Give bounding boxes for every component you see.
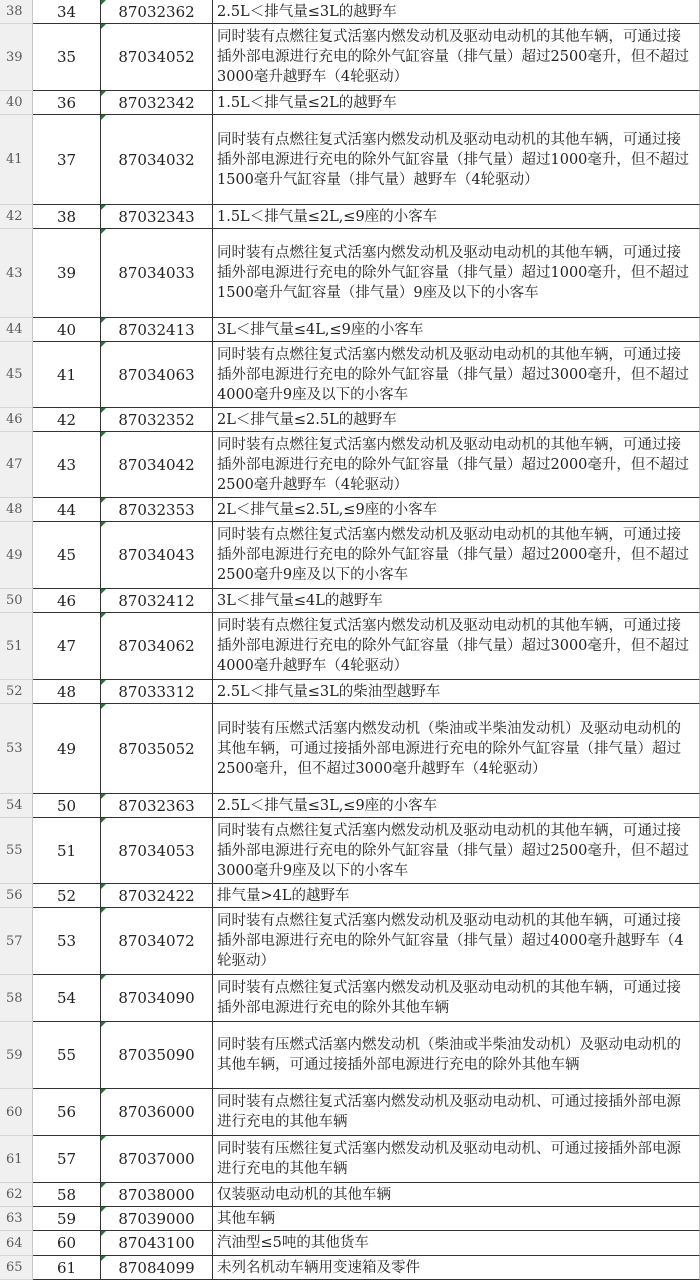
description-cell[interactable] xyxy=(213,205,700,229)
table-row xyxy=(0,342,700,408)
seq-cell[interactable]: 50 xyxy=(33,794,101,818)
row-header[interactable]: 41 xyxy=(0,115,33,205)
seq-cell[interactable]: 41 xyxy=(33,342,101,408)
seq-cell[interactable]: 46 xyxy=(33,589,101,613)
table-row xyxy=(0,0,700,24)
seq-cell[interactable]: 43 xyxy=(33,432,101,498)
seq-cell[interactable]: 40 xyxy=(33,318,101,342)
description-cell[interactable] xyxy=(213,408,700,432)
seq-cell[interactable]: 48 xyxy=(33,680,101,704)
description-text: 同时装有点燃往复式活塞内燃发动机及驱动电动机的其他车辆，可通过接插外部电源进行充电的除外气缸容量（排气量）超过1000毫升，但不超过1500毫升气缸容量（排气量）9座及以下的小客车 xyxy=(217,245,689,301)
table-row xyxy=(0,680,700,704)
row-header[interactable]: 49 xyxy=(0,522,33,589)
row-header[interactable]: 47 xyxy=(0,432,33,498)
description-text: 2.5L＜排气量≤3L,≤9座的小客车 xyxy=(217,797,438,814)
table-row xyxy=(0,589,700,613)
hs-code-cell[interactable]: 87034033 xyxy=(101,229,213,318)
table-row xyxy=(0,408,700,432)
description-text: 同时装有点燃往复式活塞内燃发动机及驱动电动机、可通过接插外部电源进行充电的其他车辆 xyxy=(217,1094,681,1130)
seq-cell[interactable]: 58 xyxy=(33,1183,101,1207)
row-header[interactable]: 55 xyxy=(0,818,33,884)
hs-code-cell[interactable]: 87036000 xyxy=(101,1089,213,1136)
table-row xyxy=(0,1256,700,1280)
seq-cell[interactable]: 34 xyxy=(33,0,101,24)
table-row xyxy=(0,884,700,908)
seq-cell[interactable]: 44 xyxy=(33,498,101,522)
row-header[interactable]: 50 xyxy=(0,589,33,613)
table-row xyxy=(0,908,700,975)
description-cell[interactable] xyxy=(213,818,700,884)
hs-code-cell[interactable]: 87084099 xyxy=(101,1256,213,1280)
hs-code-cell[interactable]: 87039000 xyxy=(101,1207,213,1231)
hs-code-cell[interactable]: 87034052 xyxy=(101,24,213,91)
hs-code-cell[interactable]: 87034062 xyxy=(101,613,213,680)
description-text: 2.5L＜排气量≤3L的越野车 xyxy=(217,3,397,20)
description-cell[interactable] xyxy=(213,1183,700,1207)
hs-code-cell[interactable]: 87032363 xyxy=(101,794,213,818)
row-header[interactable]: 40 xyxy=(0,91,33,115)
description-text: 1.5L＜排气量≤2L的越野车 xyxy=(217,94,397,111)
description-cell[interactable] xyxy=(213,680,700,704)
table-row xyxy=(0,704,700,794)
row-header[interactable]: 63 xyxy=(0,1207,33,1231)
hs-code-cell[interactable]: 87032362 xyxy=(101,0,213,24)
description-cell[interactable] xyxy=(213,498,700,522)
hs-code-cell[interactable]: 87032342 xyxy=(101,91,213,115)
seq-cell[interactable]: 47 xyxy=(33,613,101,680)
description-text: 2L＜排气量≤2.5L,≤9座的小客车 xyxy=(217,501,438,518)
seq-cell[interactable]: 38 xyxy=(33,205,101,229)
description-cell[interactable] xyxy=(213,229,700,318)
seq-cell[interactable]: 54 xyxy=(33,975,101,1022)
table-row xyxy=(0,1089,700,1136)
seq-cell[interactable]: 60 xyxy=(33,1231,101,1256)
description-cell[interactable] xyxy=(213,613,700,680)
description-text: 3L＜排气量≤4L的越野车 xyxy=(217,592,383,609)
description-text: 同时装有点燃往复式活塞内燃发动机及驱动电动机的其他车辆，可通过接插外部电源进行充电的除外气缸容量（排气量）超过2000毫升，但不超过2500毫升越野车（4轮驱动） xyxy=(217,436,689,493)
seq-cell[interactable]: 59 xyxy=(33,1207,101,1231)
table-row xyxy=(0,818,700,884)
row-header[interactable]: 45 xyxy=(0,342,33,408)
table-row xyxy=(0,613,700,680)
table-row xyxy=(0,522,700,589)
description-text: 同时装有点燃往复式活塞内燃发动机及驱动电动机的其他车辆，可通过接插外部电源进行充电的除外气缸容量（排气量）超过3000毫升，但不超过4000毫升9座及以下的小客车 xyxy=(217,346,689,403)
table-row xyxy=(0,1183,700,1207)
description-text: 同时装有点燃往复式活塞内燃发动机及驱动电动机的其他车辆，可通过接插外部电源进行充电的除外气缸容量（排气量）超过1000毫升，但不超过1500毫升气缸容量（排气量）越野车（4轮驱动） xyxy=(217,131,689,188)
table-row xyxy=(0,229,700,318)
hs-code-cell[interactable]: 87037000 xyxy=(101,1136,213,1183)
description-cell[interactable] xyxy=(213,0,700,24)
seq-cell[interactable]: 55 xyxy=(33,1022,101,1089)
row-header[interactable]: 48 xyxy=(0,498,33,522)
hs-code-cell[interactable]: 87032343 xyxy=(101,205,213,229)
hs-code-cell[interactable]: 87032412 xyxy=(101,589,213,613)
seq-cell[interactable]: 56 xyxy=(33,1089,101,1136)
seq-cell[interactable]: 45 xyxy=(33,522,101,589)
table-row xyxy=(0,1207,700,1231)
description-text: 未列名机动车辆用变速箱及零件 xyxy=(217,1259,420,1276)
description-cell[interactable] xyxy=(213,24,700,91)
hs-code-cell[interactable]: 87032352 xyxy=(101,408,213,432)
table-row xyxy=(0,498,700,522)
hs-code-cell[interactable]: 87032413 xyxy=(101,318,213,342)
hs-code-cell[interactable]: 87032422 xyxy=(101,884,213,908)
description-text: 同时装有点燃往复式活塞内燃发动机及驱动电动机的其他车辆，可通过接插外部电源进行充电的除外气缸容量（排气量）超过2500毫升，但不超过3000毫升9座及以下的小客车 xyxy=(217,822,689,879)
seq-cell[interactable]: 51 xyxy=(33,818,101,884)
description-text: 2.5L＜排气量≤3L的柴油型越野车 xyxy=(217,683,441,700)
description-cell[interactable] xyxy=(213,432,700,498)
description-text: 2L＜排气量≤2.5L的越野车 xyxy=(217,411,397,428)
description-text: 同时装有压燃式活塞内燃发动机（柴油或半柴油发动机）及驱动电动机的其他车辆，可通过接插外部电源进行充电的除外气缸容量（排气量）超过2500毫升，但不超过3000毫升越野车（4轮驱动） xyxy=(217,720,681,777)
description-text: 其他车辆 xyxy=(217,1210,275,1227)
row-header[interactable]: 54 xyxy=(0,794,33,818)
hs-code-cell[interactable]: 87035090 xyxy=(101,1022,213,1089)
row-header[interactable]: 61 xyxy=(0,1136,33,1183)
description-text: 同时装有点燃往复式活塞内燃发动机及驱动电动机的其他车辆，可通过接插外部电源进行充电的除外气缸容量（排气量）超过2500毫升，但不超过3000毫升越野车（4轮驱动） xyxy=(217,29,689,85)
seq-cell[interactable]: 37 xyxy=(33,115,101,205)
row-header[interactable]: 60 xyxy=(0,1089,33,1136)
description-text: 排气量>4L的越野车 xyxy=(217,887,350,904)
seq-cell[interactable]: 61 xyxy=(33,1256,101,1280)
hs-code-cell[interactable]: 87043100 xyxy=(101,1231,213,1256)
hs-code-cell[interactable]: 87035052 xyxy=(101,704,213,794)
row-header[interactable]: 44 xyxy=(0,318,33,342)
seq-cell[interactable]: 57 xyxy=(33,1136,101,1183)
row-header[interactable]: 65 xyxy=(0,1256,33,1280)
hs-code-cell[interactable]: 87034072 xyxy=(101,908,213,975)
hs-code-cell[interactable]: 87034053 xyxy=(101,818,213,884)
description-cell[interactable] xyxy=(213,794,700,818)
description-cell[interactable] xyxy=(213,1022,700,1089)
description-cell[interactable] xyxy=(213,115,700,205)
description-cell[interactable] xyxy=(213,704,700,794)
row-header[interactable]: 53 xyxy=(0,704,33,794)
hs-code-cell[interactable]: 87034090 xyxy=(101,975,213,1022)
description-text: 同时装有点燃往复式活塞内燃发动机及驱动电动机的其他车辆，可通过接插外部电源进行充电的除外气缸容量（排气量）超过2000毫升，但不超过2500毫升9座及以下的小客车 xyxy=(217,527,689,583)
table-row xyxy=(0,24,700,91)
description-cell[interactable] xyxy=(213,1136,700,1183)
hs-code-cell[interactable]: 87034063 xyxy=(101,342,213,408)
description-text: 同时装有点燃往复式活塞内燃发动机及驱动电动机的其他车辆，可通过接插外部电源进行充电的除外其他车辆 xyxy=(217,980,681,1016)
description-text: 同时装有点燃往复式活塞内燃发动机及驱动电动机的其他车辆，可通过接插外部电源进行充电的除外气缸容量（排气量）超过3000毫升，但不超过4000毫升越野车（4轮驱动） xyxy=(217,618,689,674)
hs-code-cell[interactable]: 87032353 xyxy=(101,498,213,522)
description-text: 仅装驱动电动机的其他车辆 xyxy=(217,1186,391,1203)
description-cell[interactable] xyxy=(213,975,700,1022)
description-cell[interactable] xyxy=(213,522,700,589)
hs-code-cell[interactable]: 87038000 xyxy=(101,1183,213,1207)
description-cell[interactable] xyxy=(213,342,700,408)
description-text: 汽油型≤5吨的其他货车 xyxy=(217,1235,369,1251)
table-row xyxy=(0,205,700,229)
description-text: 同时装有点燃往复式活塞内燃发动机及驱动电动机的其他车辆，可通过接插外部电源进行充电的除外气缸容量（排气量）超过4000毫升越野车（4轮驱动） xyxy=(217,913,684,969)
description-text: 3L＜排气量≤4L,≤9座的小客车 xyxy=(217,321,424,338)
table-row xyxy=(0,91,700,115)
hs-code-cell[interactable]: 87034043 xyxy=(101,522,213,589)
seq-cell[interactable]: 42 xyxy=(33,408,101,432)
description-cell[interactable] xyxy=(213,908,700,975)
description-cell[interactable] xyxy=(213,589,700,613)
table-row xyxy=(0,432,700,498)
description-cell[interactable] xyxy=(213,884,700,908)
seq-cell[interactable]: 39 xyxy=(33,229,101,318)
description-cell[interactable] xyxy=(213,91,700,115)
description-cell[interactable] xyxy=(213,1089,700,1136)
description-cell[interactable] xyxy=(213,1231,700,1256)
row-header[interactable]: 39 xyxy=(0,24,33,91)
seq-cell[interactable]: 49 xyxy=(33,704,101,794)
table-row xyxy=(0,115,700,205)
hs-code-cell[interactable]: 87034032 xyxy=(101,115,213,205)
row-header[interactable]: 59 xyxy=(0,1022,33,1089)
row-header[interactable]: 56 xyxy=(0,884,33,908)
row-header[interactable]: 38 xyxy=(0,0,33,24)
row-header[interactable]: 58 xyxy=(0,975,33,1022)
description-cell[interactable] xyxy=(213,1207,700,1231)
seq-cell[interactable]: 53 xyxy=(33,908,101,975)
description-text: 同时装有压燃式活塞内燃发动机（柴油或半柴油发动机）及驱动电动机的其他车辆，可通过接插外部电源进行充电的除外其他车辆 xyxy=(217,1037,681,1073)
description-text: 1.5L＜排气量≤2L,≤9座的小客车 xyxy=(217,208,438,225)
table-row xyxy=(0,975,700,1022)
description-text: 同时装有压燃往复式活塞内燃发动机及驱动电动机、可通过接插外部电源进行充电的其他车辆 xyxy=(217,1141,681,1177)
description-cell[interactable] xyxy=(213,318,700,342)
table-row xyxy=(0,1231,700,1256)
row-header[interactable]: 46 xyxy=(0,408,33,432)
table-row xyxy=(0,1136,700,1183)
table-row xyxy=(0,1022,700,1089)
table-row xyxy=(0,794,700,818)
row-header[interactable]: 62 xyxy=(0,1183,33,1207)
hs-code-cell[interactable]: 87033312 xyxy=(101,680,213,704)
description-cell[interactable] xyxy=(213,1256,700,1280)
row-header[interactable]: 42 xyxy=(0,205,33,229)
seq-cell[interactable]: 36 xyxy=(33,91,101,115)
row-header[interactable]: 52 xyxy=(0,680,33,704)
row-header[interactable]: 64 xyxy=(0,1231,33,1256)
seq-cell[interactable]: 52 xyxy=(33,884,101,908)
row-header[interactable]: 57 xyxy=(0,908,33,975)
table-row xyxy=(0,318,700,342)
hs-code-cell[interactable]: 87034042 xyxy=(101,432,213,498)
row-header[interactable]: 51 xyxy=(0,613,33,680)
row-header[interactable]: 43 xyxy=(0,229,33,318)
seq-cell[interactable]: 35 xyxy=(33,24,101,91)
